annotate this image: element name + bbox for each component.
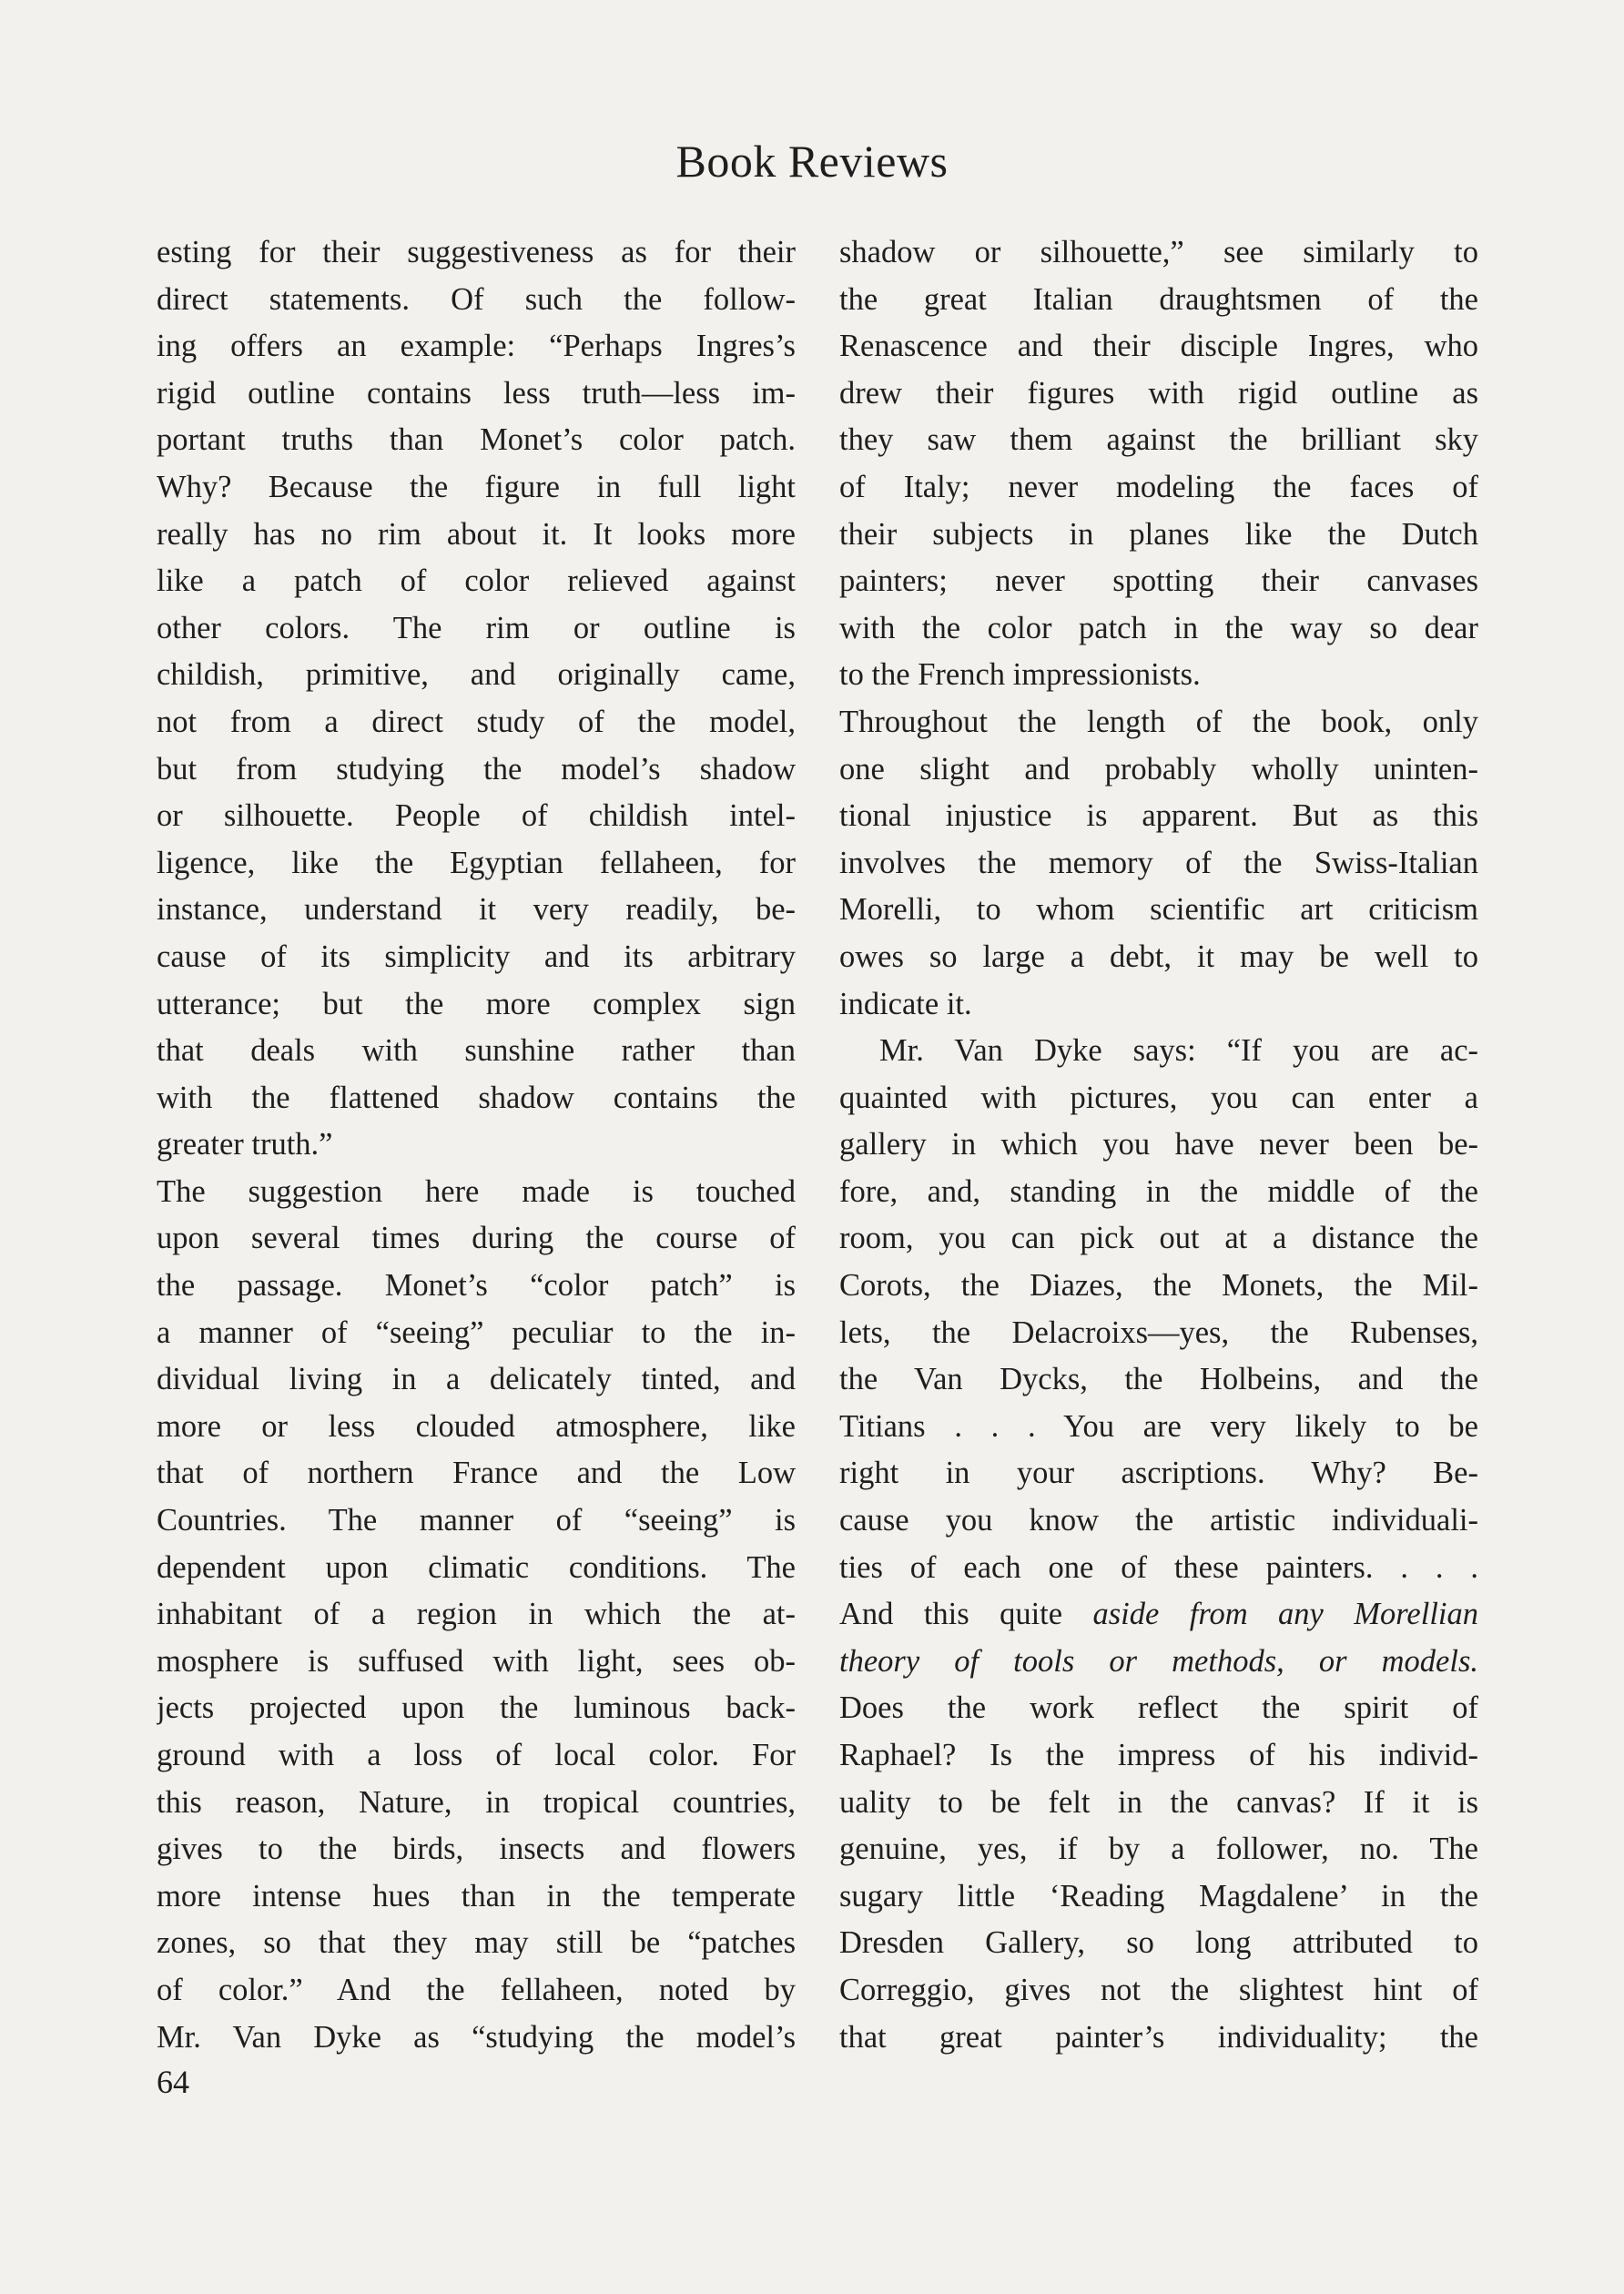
text-line: more or less clouded atmosphere, like xyxy=(157,1408,796,1444)
text-segment: And this quite xyxy=(839,1597,1063,1632)
text-line: of color.” And the fellaheen, noted by xyxy=(157,1972,796,2007)
text-line: instance, understand it very readily, be- xyxy=(157,892,796,928)
text-line: gives to the birds, insects and flowers xyxy=(157,1832,796,1867)
text-line xyxy=(839,1639,1478,1686)
text-line: Titians . . . You are very likely to be xyxy=(839,1408,1478,1444)
text-line: portant truths than Monet’s color patch. xyxy=(157,422,796,458)
italic-text-segment: theory of tools or methods, or models. xyxy=(839,1643,1478,1679)
text-line: this reason, Nature, in tropical countries, xyxy=(157,1784,796,1820)
text-line: zones, so that they may still be “patches xyxy=(157,1925,796,1961)
text-line: the great Italian draughtsmen of the xyxy=(839,281,1478,317)
italic-text-segment: aside from any Morellian xyxy=(1092,1597,1478,1632)
text-line: but from studying the model’s shadow xyxy=(157,751,796,787)
text-line: genuine, yes, if by a follower, no. The xyxy=(839,1832,1478,1867)
text-line: ligence, like the Egyptian fellaheen, for xyxy=(157,845,796,880)
text-line: tional injustice is apparent. But as this xyxy=(839,798,1478,834)
text-line: Mr. Van Dyke as “studying the model’s xyxy=(157,2019,796,2055)
page-number: 64 xyxy=(157,2064,189,2100)
text-line: ing offers an example: “Perhaps Ingres’s xyxy=(157,329,796,364)
text-line: shadow or silhouette,” see similarly to xyxy=(839,235,1478,269)
page-title: Book Reviews xyxy=(675,136,949,187)
text-line: Does the work reflect the spirit of xyxy=(839,1690,1478,1726)
text-line: Corots, the Diazes, the Monets, the Mil- xyxy=(839,1268,1478,1304)
text-line: Dresden Gallery, so long attributed to xyxy=(839,1925,1478,1961)
text-line: they saw them against the brilliant sky xyxy=(839,422,1478,458)
text-line: indicate it. xyxy=(839,986,972,1021)
text-line: uality to be felt in the canvas? If it is xyxy=(839,1784,1478,1820)
text-line: the Van Dycks, the Holbeins, and the xyxy=(839,1362,1478,1397)
left-column xyxy=(157,229,796,2061)
text-line: dividual living in a delicately tinted, and xyxy=(157,1362,796,1397)
text-line: of Italy; never modeling the faces of xyxy=(839,469,1478,504)
text-line: rigid outline contains less truth—less im- xyxy=(157,375,796,411)
text-line: utterance; but the more complex sign xyxy=(157,986,796,1021)
text-line: Mr. Van Dyke says: “If you are ac- xyxy=(879,1033,1478,1069)
text-line: other colors. The rim or outline is xyxy=(157,610,796,645)
text-line: Why? Because the figure in full light xyxy=(157,469,796,504)
text-line: to the French impressionists. xyxy=(839,657,1201,693)
text-line: Correggio, gives not the slightest hint of xyxy=(839,1972,1478,2007)
text-line: jects projected upon the luminous back- xyxy=(157,1690,796,1726)
text-line: one slight and probably wholly uninten- xyxy=(839,751,1478,787)
text-line: upon several times during the course of xyxy=(157,1221,796,1256)
text-line: drew their figures with rigid outline as xyxy=(839,375,1478,411)
text-line: right in your ascriptions. Why? Be- xyxy=(839,1456,1478,1491)
text-line: owes so large a debt, it may be well to xyxy=(839,939,1478,974)
text-line: with the color patch in the way so dear xyxy=(839,610,1478,645)
text-line: with the flattened shadow contains the xyxy=(157,1080,796,1115)
text-line: their subjects in planes like the Dutch xyxy=(839,516,1478,552)
text-line: sugary little ‘Reading Magdalene’ in the xyxy=(839,1878,1478,1913)
text-line: lets, the Delacroixs—yes, the Rubenses, xyxy=(839,1314,1478,1350)
text-line: greater truth.” xyxy=(157,1127,333,1162)
text-line: involves the memory of the Swiss-Italian xyxy=(839,845,1478,880)
text-line: a manner of “seeing” peculiar to the in- xyxy=(157,1314,796,1350)
text-line: The suggestion here made is touched xyxy=(157,1173,796,1209)
text-line: Raphael? Is the impress of his individ- xyxy=(839,1738,1478,1772)
text-line: ties of each one of these painters. . . . xyxy=(839,1549,1478,1585)
text-line: Throughout the length of the book, only xyxy=(839,704,1478,739)
text-line: Morelli, to whom scientific art criticism xyxy=(839,892,1478,928)
text-line: cause you know the artistic individuali- xyxy=(839,1503,1478,1538)
text-line: or silhouette. People of childish intel- xyxy=(157,798,796,834)
text-line: cause of its simplicity and its arbitrary xyxy=(157,939,796,974)
text-line: the passage. Monet’s “color patch” is xyxy=(157,1268,796,1304)
text-line: like a patch of color relieved against xyxy=(157,563,796,599)
text-line: not from a direct study of the model, xyxy=(157,704,796,739)
text-line: painters; never spotting their canvases xyxy=(839,563,1478,599)
text-line: fore, and, standing in the middle of the xyxy=(839,1173,1478,1209)
text-line: esting for their suggestiveness as for their xyxy=(157,235,796,269)
text-line: direct statements. Of such the follow- xyxy=(157,281,796,317)
text-line: ground with a loss of local color. For xyxy=(157,1738,796,1772)
text-line: that of northern France and the Low xyxy=(157,1456,796,1491)
right-column xyxy=(839,229,1478,2061)
text-line: quainted with pictures, you can enter a xyxy=(839,1080,1478,1115)
text-line-mixed xyxy=(839,1591,1478,1639)
text-line: Renascence and their disciple Ingres, who xyxy=(839,329,1478,364)
text-line: dependent upon climatic conditions. The xyxy=(157,1549,796,1585)
text-line: gallery in which you have never been be- xyxy=(839,1127,1478,1162)
text-line: Countries. The manner of “seeing” is xyxy=(157,1503,796,1538)
text-line: mosphere is suffused with light, sees ob- xyxy=(157,1643,796,1679)
text-line: room, you can pick out at a distance the xyxy=(839,1221,1478,1256)
text-line: more intense hues than in the temperate xyxy=(157,1878,796,1913)
text-line: childish, primitive, and originally came, xyxy=(157,657,796,693)
text-line: really has no rim about it. It looks more xyxy=(157,516,796,552)
text-line: that deals with sunshine rather than xyxy=(157,1033,796,1069)
text-line: that great painter’s individuality; the xyxy=(839,2019,1478,2055)
text-line: inhabitant of a region in which the at- xyxy=(157,1597,796,1632)
